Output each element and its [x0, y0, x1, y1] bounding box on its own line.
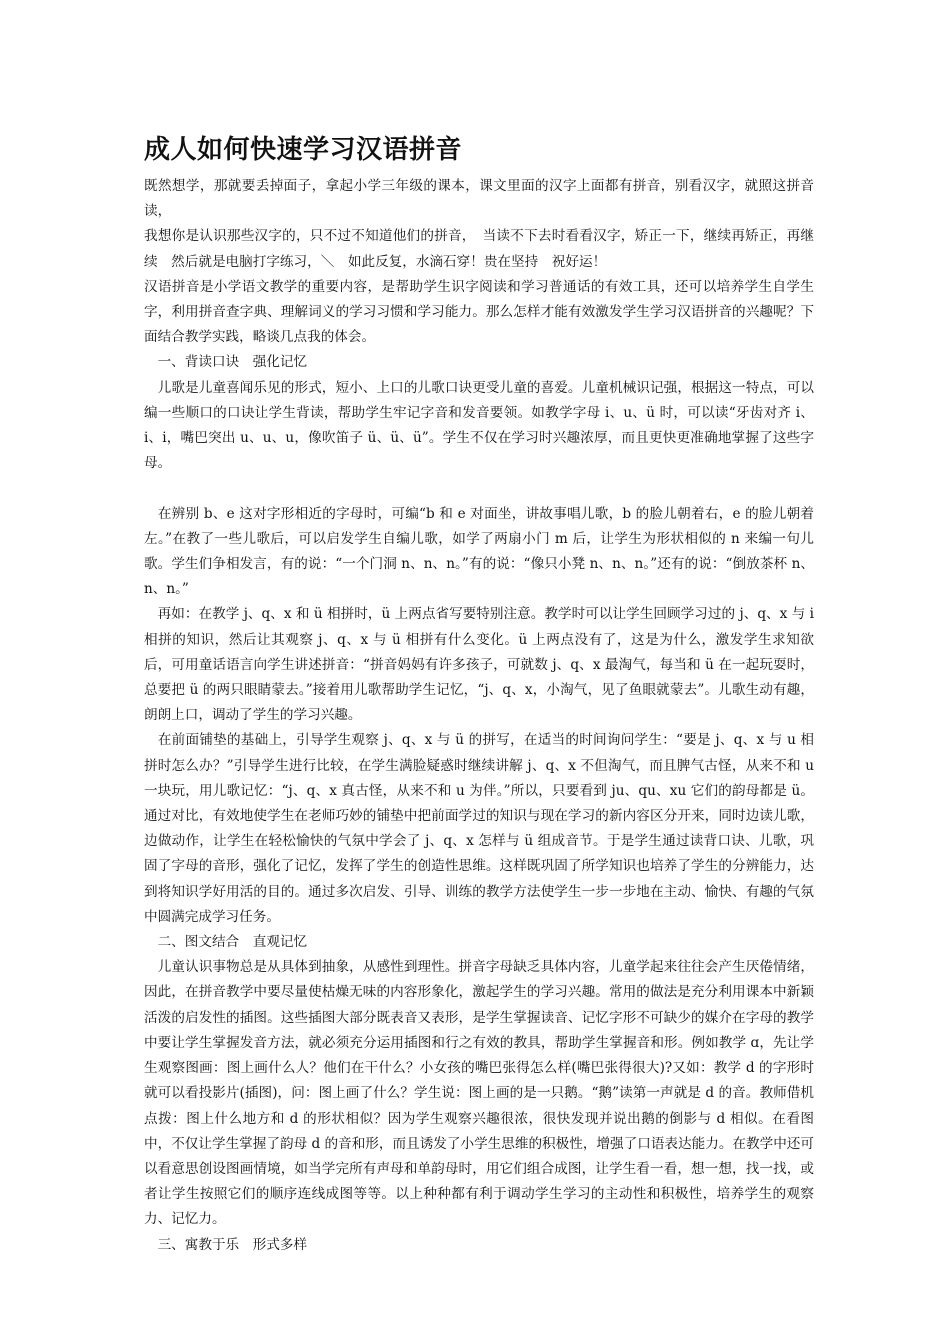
document-title: 成人如何快速学习汉语拼音	[144, 135, 463, 165]
document-page	[144, 130, 814, 1258]
document-body	[144, 174, 814, 1258]
paragraph: 在辨别 b、e 这对字形相近的字母时，可编“b 和 e 对面坐，讲故事唱儿歌，b 的脸儿朝着右，e 的脸儿朝着左。”在教了一些儿歌后，可以启发学生自编儿歌，如学了两扇小门 m 后，让学生为形状相似的 n 来编一句儿歌。学生们争相发言，有的说：“一个门洞 n、n、n。”有的说：“像只小凳 n、n、n。”还有的说：“倒放茶杯 n、n、n。”	[144, 505, 814, 598]
paragraph: 儿歌是儿童喜闻乐见的形式，短小、上口的儿歌口诀更受儿童的喜爱。儿童机械识记强，根据这一特点，可以编一些顺口的口诀让学生背读，帮助学生牢记字音和发音要领。如教学字母 i、u、ü 时，可以读“牙齿对齐 i、i、i，嘴巴突出 u、u、u，像吹笛子 ü、ü、ü”。学生不仅在学习时兴趣浓厚，而且更快更准确地掌握了这些字母。	[144, 379, 814, 472]
section-heading-1: 一、背读口诀 强化记忆	[144, 354, 308, 371]
paragraph: 再如：在教学 j、q、x 和 ü 相拼时，ü 上两点省写要特别注意。教学时可以让学生回顾学习过的 j、q、x 与 i 相拼的知识，然后让其观察 j、q、x 与 ü 相拼有什么变化。ü 上两点没有了，这是为什么，激发学生求知欲后，可用童话语言向学生讲述拼音：“拼音妈妈有许多孩子，可就数 j、q、x 最淘气，每当和 ü 在一起玩耍时，总要把 ü 的两只眼睛蒙去。”接着用儿歌帮助学生记忆，“j、q、x，小淘气，见了鱼眼就蒙去”。儿歌生动有趣，朗朗上口，调动了学生的学习兴趣。	[144, 606, 814, 724]
paragraph: 在前面铺垫的基础上，引导学生观察 j、q、x 与 ü 的拼写，在适当的时间询问学生：“要是 j、q、x 与 u 相拼时怎么办？”引导学生进行比较，在学生满脸疑惑时继续讲解 j、q、x 不但淘气，而且脾气古怪，从来不和 u 一块玩，用儿歌记忆：“j、q、x 真古怪，从来不和 u 为伴。”所以，只要看到 ju、qu、xu 它们的韵母都是 ü。通过对比，有效地使学生在老师巧妙的铺垫中把前面学过的知识与现在学习的新内容区分开来，同时边读儿歌，边做动作，让学生在轻松愉快的气氛中学会了 j、q、x 怎样与 ü 组成音节。于是学生通过读背口诀、儿歌，巩固了字母的音形，强化了记忆，发挥了学生的创造性思维。这样既巩固了所学知识也培养了学生的分辨能力，达到将知识学好用活的目的。通过多次启发、引导、训练的教学方法使学生一步一步地在主动、愉快、有趣的气氛中圆满完成学习任务。	[144, 732, 814, 925]
section-heading-2: 二、图文结合 直观记忆	[144, 934, 308, 951]
section-heading-3: 三、寓教于乐 形式多样	[144, 1236, 308, 1253]
paragraph-intro-1: 既然想学，那就要丢掉面子，拿起小学三年级的课本，课文里面的汉字上面都有拼音，别看汉字，就照这拼音读，	[144, 178, 814, 220]
paragraph: 儿童认识事物总是从具体到抽象，从感性到理性。拼音字母缺乏具体内容，儿童学起来往往会产生厌倦情绪，因此，在拼音教学中要尽量使枯燥无味的内容形象化，激起学生的学习兴趣。常用的做法是充分利用课本中新颖活泼的启发性的插图。这些插图大部分既表音又表形，是学生掌握读音、记忆字形不可缺少的媒介在字母的教学中要让学生掌握发音方法，就必须充分运用插图和行之有效的教具，帮助学生掌握音和形。例如教学 ɑ，先让学生观察图画：图上画什么人？他们在干什么？小女孩的嘴巴张得怎么样(嘴巴张得很大)?又如：教学 d 的字形时就可以看投影片(插图)，问：图上画了什么？学生说：图上画的是一只鹅。“鹅”读第一声就是 d 的音。教师借机点拨：图上什么地方和 d 的形状相似？因为学生观察兴趣很浓，很快发现并说出鹅的倒影与 d 相似。在看图中，不仅让学生掌握了韵母 d 的音和形，而且诱发了小学生思维的积极性，增强了口语表达能力。在教学中还可以看意思创设图画情境，如当学完所有声母和单韵母时，用它们组合成图，让学生看一看，想一想，找一找，或者让学生按照它们的顺序连线成图等等。以上种种都有利于调动学生学习的主动性和积极性，培养学生的观察力、记忆力。	[144, 959, 814, 1228]
blank-line	[144, 476, 814, 501]
paragraph-intro-2: 我想你是认识那些汉字的，只不过不知道他们的拼音， 当读不下去时看看汉字，矫正一下，继续再矫正，再继续 然后就是电脑打字练习，＼ 如此反复，水滴石穿！贵在坚持 祝好运！	[144, 228, 814, 270]
paragraph-intro-3: 汉语拼音是小学语文教学的重要内容，是帮助学生识字阅读和学习普通话的有效工具，还可以培养学生自学生字，利用拼音查字典、理解词义的学习习惯和学习能力。那么怎样才能有效激发学生学习汉语拼音的兴趣呢？下面结合教学实践，略谈几点我的体会。	[144, 278, 814, 346]
